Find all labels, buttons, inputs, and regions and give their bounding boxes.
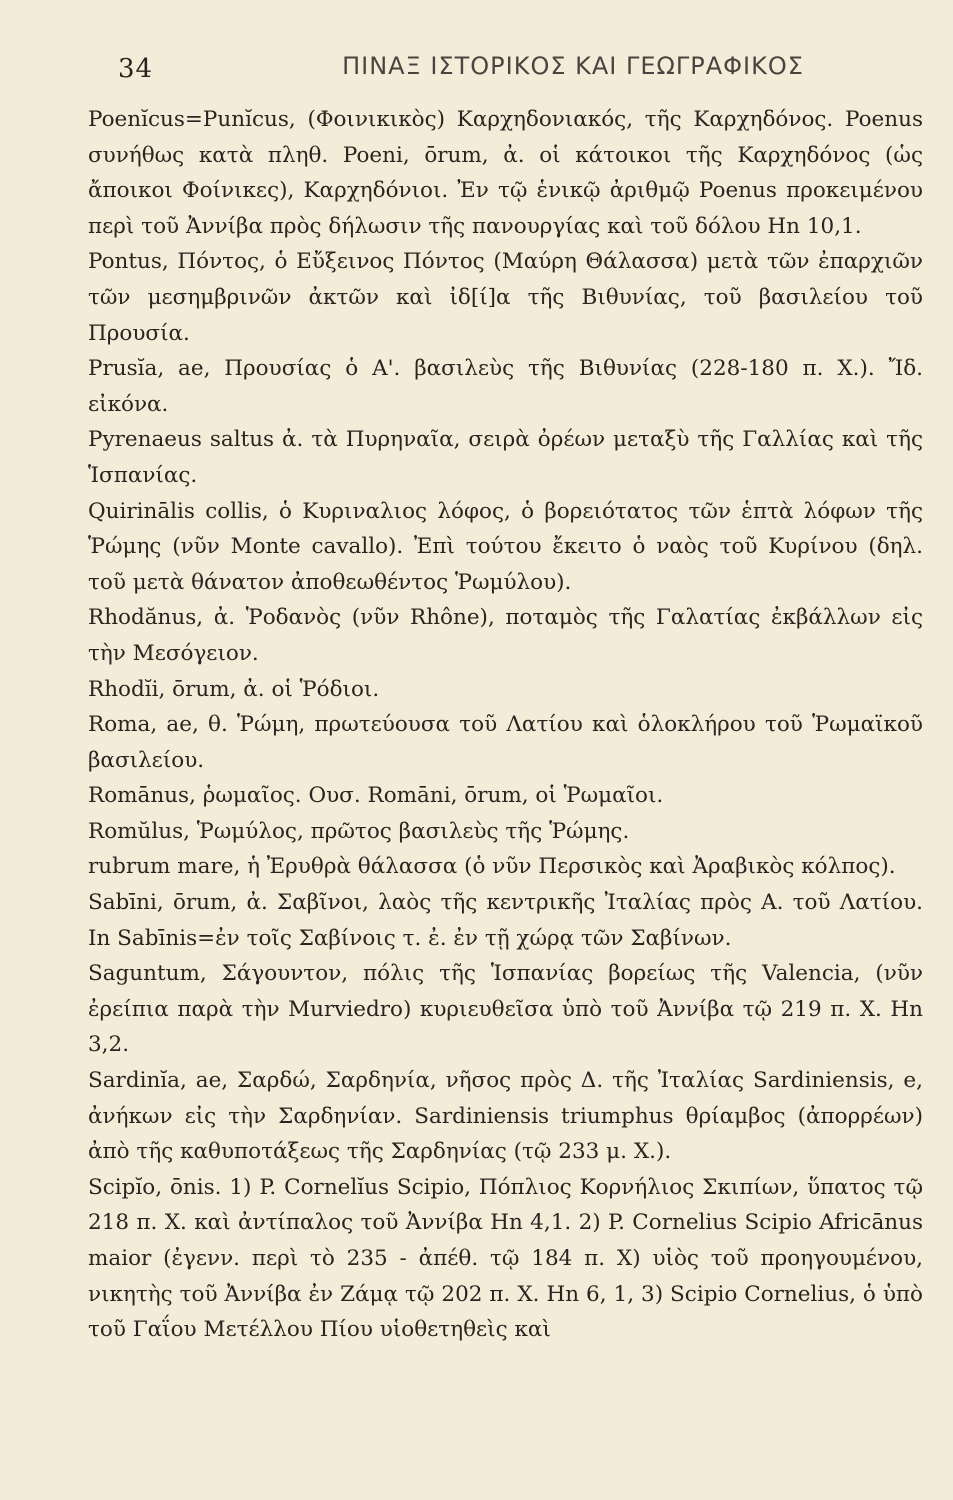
entry-roma: Roma, ae, θ. Ῥώμη, πρωτεύουσα τοῦ Λατίου καὶ ὁλοκλήρου τοῦ Ῥωμαϊκοῦ βασιλείου. — [88, 712, 923, 773]
entry-romulus: Romŭlus, Ῥωμύλος, πρῶτος βασιλεὺς τῆς Ῥώμης. — [88, 818, 630, 844]
entry-romanus: Romānus, ῥωμαῖος. Ουσ. Romāni, ōrum, οἱ Ῥωμαῖοι. — [88, 783, 664, 809]
entry-prusia: Prusĭa, ae, Προυσίας ὁ Α'. βασιλεὺς τῆς Βιθυνίας (228-180 π. Χ.). Ἴδ. εἰκόνα. — [88, 356, 923, 417]
entry-rhodii: Rhodĭi, ōrum, ἀ. οἱ Ῥόδιοι. — [88, 676, 380, 702]
entry-sardinia: Sardinĭa, ae, Σαρδώ, Σαρδηνία, νῆσος πρὸς Δ. τῆς Ἰταλίας Sardiniensis, e, ἀνήκων εἰς τὴν Σαρδηνίαν. Sardiniensis triumphus θρίαμβος (ἀπορρέων) ἀπὸ τῆς καθυποτάξεως τῆς Σαρδηνίας (τῷ 233 μ. Χ.). — [88, 1068, 923, 1165]
page-number: 34 — [118, 54, 154, 84]
entry-rhodanus: Rhodănus, ἀ. Ῥοδανὸς (νῦν Rhône), ποταμὸς τῆς Γαλατίας ἐκβάλλων εἰς τὴν Μεσόγειον. — [88, 605, 923, 666]
glossary-entries — [88, 102, 923, 1348]
entry-sabini: Sabīni, ōrum, ἀ. Σαβῖνοι, λαὸς τῆς κεντρικῆς Ἰταλίας πρὸς Α. τοῦ Λατίου. In Sabīnis=ἐν τοῖς Σαβίνοις τ. ἐ. ἐν τῇ χώρᾳ τῶν Σαβίνων. — [88, 890, 923, 951]
entry-quirinalis: Quirinālis collis, ὁ Κυριναλιος λόφος, ὁ βορειότατος τῶν ἑπτὰ λόφων τῆς Ῥώμης (νῦν Monte cavallo). Ἐπὶ τούτου ἔκειτο ὁ ναὸς τοῦ Κυρίνου (δηλ. τοῦ μετὰ θάνατον ἀποθεωθέντος Ῥωμύλου). — [88, 498, 923, 595]
entry-poenicus: Poenĭcus=Punĭcus, (Φοινικικὸς) Καρχηδονιακός, τῆς Καρχηδόνος. Poenus συνήθως κατὰ πληθ. Poeni, ōrum, ἀ. οἱ κάτοικοι τῆς Καρχηδόνος (ὡς ἄποικοι Φοίνικες), Καρχηδόνιοι. Ἐν τῷ ἑνικῷ ἀριθμῷ Poenus προκειμένου περὶ τοῦ Ἀννίβα πρὸς δήλωσιν τῆς πανουργίας καὶ τοῦ δόλου Hn 10,1. — [88, 107, 923, 239]
entry-saguntum: Saguntum, Σάγουντον, πόλις τῆς Ἱσπανίας βορείως τῆς Valencia, (νῦν ἐρείπια παρὰ τὴν Murviedro) κυριευθεῖσα ὑπὸ τοῦ Ἀννίβα τῷ 219 π. Χ. Hn 3,2. — [88, 961, 923, 1058]
page-header — [88, 40, 923, 90]
entry-pyrenaeus: Pyrenaeus saltus ἀ. τὰ Πυρηναῖα, σειρὰ ὀρέων μεταξὺ τῆς Γαλλίας καὶ τῆς Ἱσπανίας. — [88, 427, 923, 488]
entry-rubrum-mare: rubrum mare, ἡ Ἐρυθρὰ θάλασσα (ὁ νῦν Περσικὸς καὶ Ἀραβικὸς κόλπος). — [88, 854, 896, 880]
entry-scipio: Scipĭo, ōnis. 1) P. Cornelĭus Scipio, Πόπλιος Κορνήλιος Σκιπίων, ὕπατος τῷ 218 π. Χ. καὶ ἀντίπαλος τοῦ Ἀννίβα Hn 4,1. 2) P. Cornelius Scipio Africānus maior (ἐγενν. περὶ τὸ 235 - ἀπέθ. τῷ 184 π. Χ) υἱὸς τοῦ προηγουμένου, νικητὴς τοῦ Ἀννίβα ἐν Ζάμᾳ τῷ 202 π. Χ. Hn 6, 1, 3) Scipio Cornelius, ὁ ὑπὸ τοῦ Γαΐου Μετέλλου Πίου υἱοθετηθεὶς καὶ — [88, 1174, 923, 1343]
running-title: ΠΙΝΑΞ ΙΣΤΟΡΙΚΟΣ ΚΑΙ ΓΕΩΓΡΑΦΙΚΟΣ — [342, 52, 804, 80]
entry-pontus: Pontus, Πόντος, ὁ Εὔξεινος Πόντος (Μαύρη Θάλασσα) μετὰ τῶν ἐπαρχιῶν τῶν μεσημβρινῶν ἀκτῶν καὶ ἰδ[ί]α τῆς Βιθυνίας, τοῦ βασιλείου τοῦ Προυσία. — [88, 249, 923, 346]
